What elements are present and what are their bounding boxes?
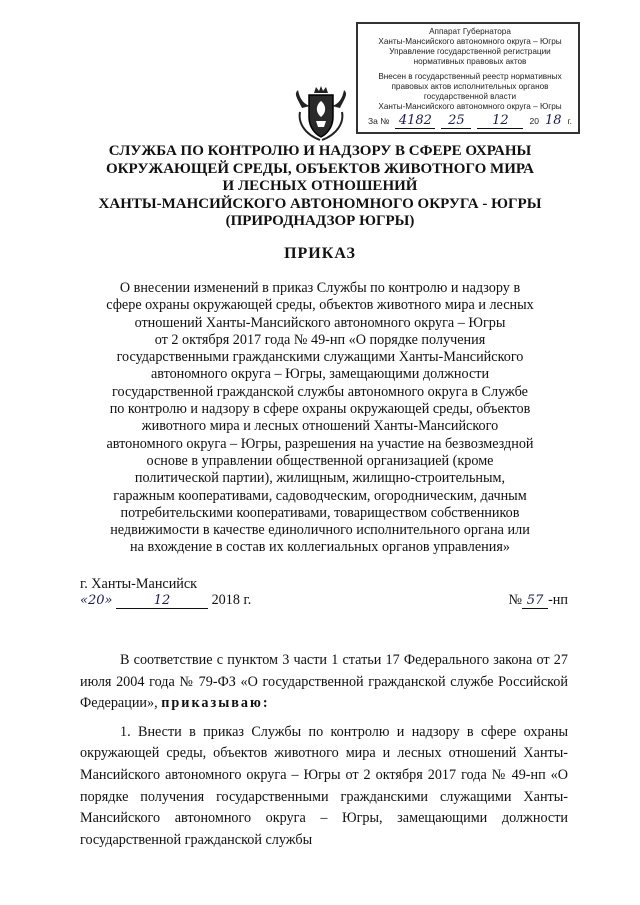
stamp-line: Аппарат Губернатора [429,27,511,36]
stamp-registration-line [368,114,572,129]
subject-line: от 2 октября 2017 года № 49-нп «О порядке получения [154,331,486,348]
stamp-line: Ханты-Мансийского автономного округа – Югры [378,102,562,111]
subject-line: автономного округа – Югры, замещающими должности [150,366,490,383]
agency-title-line: ОКРУЖАЮЩЕЙ СРЕДЫ, ОБЪЕКТОВ ЖИВОТНОГО МИРА [106,160,534,177]
subject-line: политической партии), жилищным, жилищно-строительным, [134,470,506,487]
stamp-line: правовых актов исполнительных органов [391,82,549,91]
stamp-reg-number: 4182 [395,114,435,129]
subject-line: государственными гражданскими служащими Ханты-Мансийского [116,349,524,366]
order-number-prefix: № [508,592,523,608]
body-paragraph [80,650,568,715]
stamp-reg-year: 18 [544,113,562,128]
stamp-reg-year-prefix: 20 [529,116,539,126]
order-date [80,592,251,609]
order-number-value: 57 [522,594,548,609]
stamp-reg-day: 25 [441,114,471,129]
agency-title-line: (ПРИРОДНАДЗОР ЮГРЫ) [225,213,415,229]
date-year: 2018 г. [211,592,252,608]
subject-line: на вхождение в состав их коллегиальных органов управления» [130,539,510,556]
date-month: 12 [116,594,208,609]
stamp-reg-prefix: За № [368,116,390,126]
subject-line: по контролю и надзору в сфере охраны окружающей среды, объектов [109,401,531,418]
subject-line: О внесении изменений в приказ Службы по контролю и надзору в [119,280,521,296]
date-number-line [80,592,568,609]
subject-line: гаражным кооперативами, садоводческим, огородническим, дачным [113,487,527,504]
order-command: приказываю: [161,695,270,712]
stamp-line: Ханты-Мансийского автономного округа – Югры [378,37,562,46]
place-of-issue: г. Ханты-Мансийск [80,576,198,592]
registration-stamp [356,22,580,134]
subject-line: отношений Ханты-Мансийского автономного округа – Югры [134,314,506,331]
date-day: 20 [87,593,105,608]
stamp-reg-suffix: г. [567,116,572,126]
stamp-line: Внесен в государственный реестр нормативных [378,72,562,81]
subject-line: потребительскими кооперативами, товариществом собственников [120,504,520,521]
coat-of-arms-icon [292,84,350,142]
agency-title-line: СЛУЖБА ПО КОНТРОЛЮ И НАДЗОРУ В СФЕРЕ ОХРАНЫ [108,143,532,159]
stamp-line: государственной власти [423,92,517,101]
subject-line: недвижимости в качестве единоличного исполнительного органа или [110,522,530,539]
document-type-heading: ПРИКАЗ [284,245,356,262]
body-paragraph: 1. Внести в приказ Службы по контролю и надзору в сфере охраны окружающей среды, объектов животного мира и лесных отношений Ханты-Мансийского автономного округа – Югры от 2 октября 2017 года № 49-нп «О порядке получения государственными гражданскими служащими Ханты-Мансийского автономного округа – Югры, замещающими должности государственной гражданской службы [80,723,568,848]
subject-line: государственной гражданской службы автономного округа в Службе [112,383,528,400]
order-subject [84,280,556,557]
stamp-line: Управление государственной регистрации [389,47,551,56]
subject-line: животного мира и лесных отношений Ханты-Мансийского [141,418,499,435]
date-close-quote: » [104,593,113,608]
stamp-reg-month: 12 [477,114,523,129]
order-number [509,592,568,609]
order-number-suffix: -нп [548,592,568,608]
subject-line: сфере охраны окружающей среды, объектов животного мира и лесных [106,297,534,314]
stamp-line: нормативных правовых актов [413,57,527,66]
agency-title-line: И ЛЕСНЫХ ОТНОШЕНИЙ [222,178,418,194]
subject-line: основе в управлении общественной организацией (кроме [146,452,494,469]
agency-title-line: ХАНТЫ-МАНСИЙСКОГО АВТОНОМНОГО ОКРУГА - ЮГРЫ [98,195,542,212]
subject-line: автономного округа – Югры, разрешения на участие на безвозмездной [106,435,534,452]
agency-title [60,143,580,231]
preamble-text: В соответствие с пунктом 3 части 1 статьи 17 Федерального закона от 27 июля 2004 года № 79-ФЗ «О государственной гражданской службе Российской Федерации», [80,652,568,712]
order-body [80,650,568,858]
date-open-quote: « [80,593,88,608]
